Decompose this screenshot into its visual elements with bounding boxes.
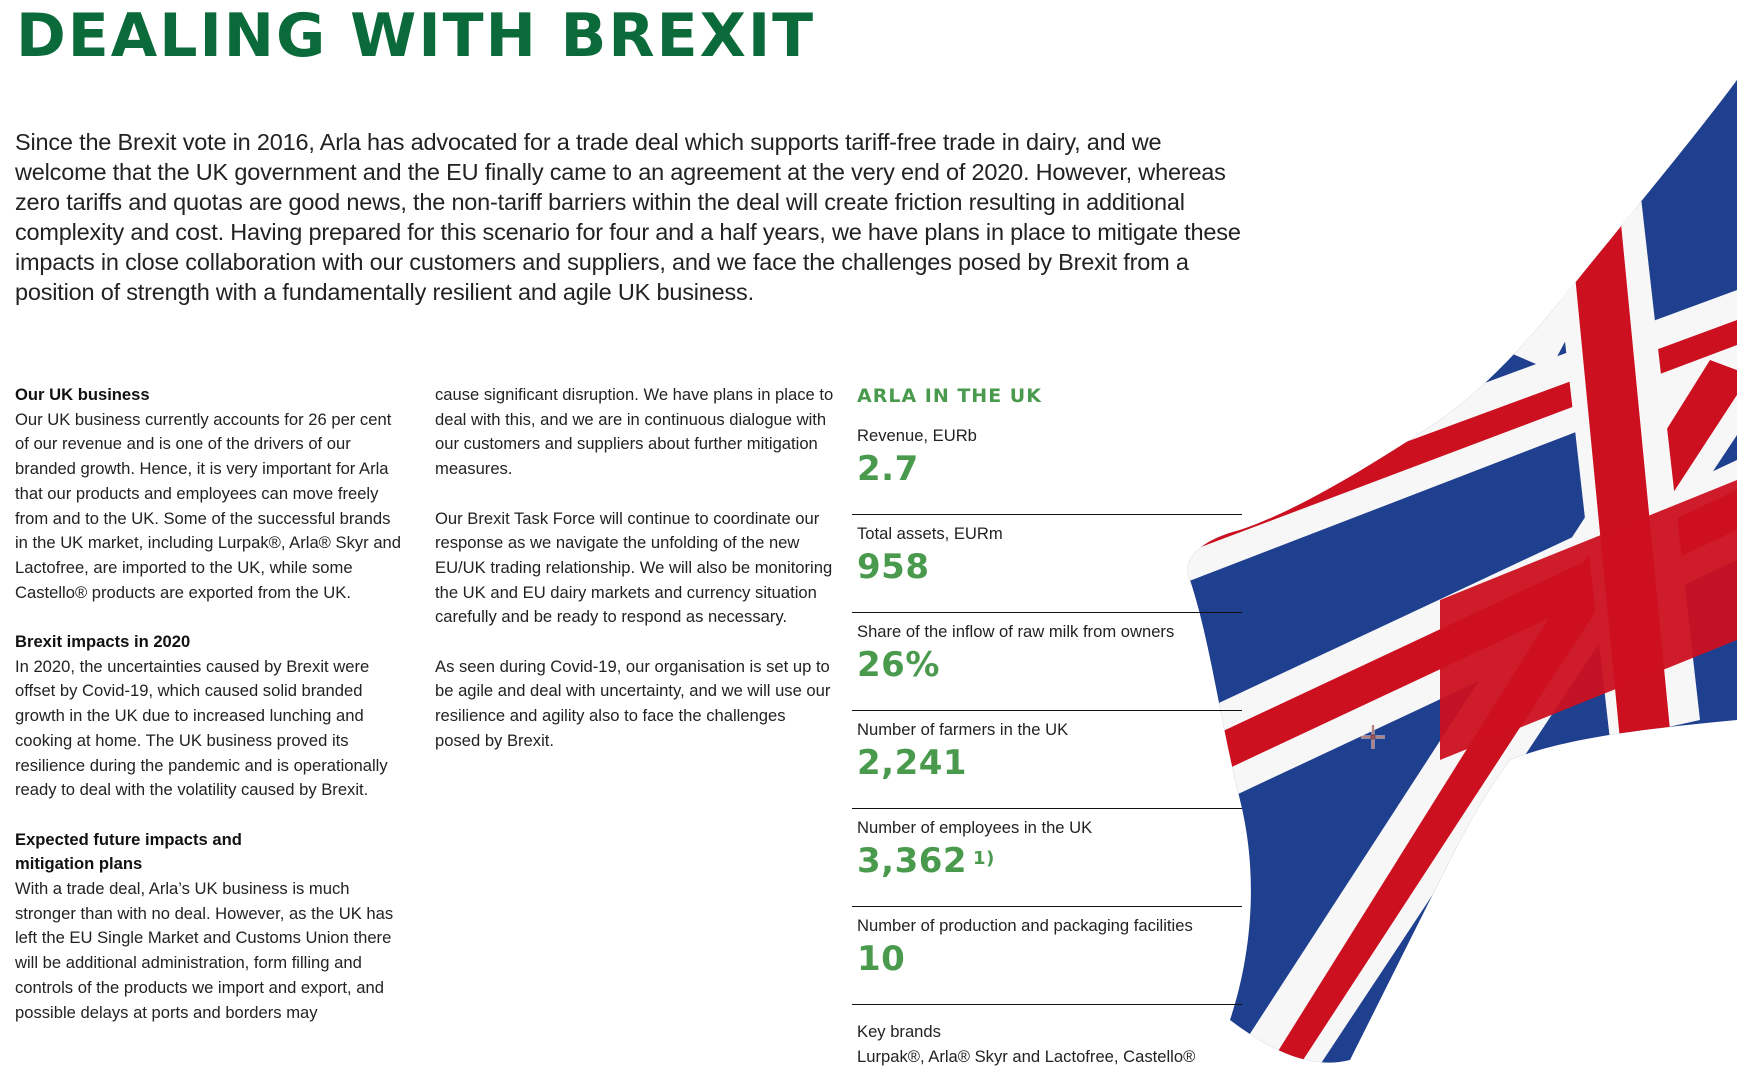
section-heading-uk-business: Our UK business xyxy=(15,385,150,404)
middle-paragraph: As seen during Covid-19, our organisation is set up to be agile and deal with uncertainty, and we will use our resilience and agility also to face the challenges posed by Brexit. xyxy=(435,656,831,750)
stat-value xyxy=(857,643,1242,687)
stat-value xyxy=(857,447,1242,491)
stat-label: Share of the inflow of raw milk from owners xyxy=(857,622,1175,641)
stats-panel xyxy=(852,383,1242,1069)
stat-number: 26% xyxy=(857,645,940,685)
intro-paragraph: Since the Brexit vote in 2016, Arla has advocated for a trade deal which supports tariff-free trade in dairy, and we welcome that the UK government and the EU finally came to an agreement at the very end of 2020. However, whereas zero tariffs and quotas are good news, the non-tariff barriers within the deal will create friction resulting in additional complexity and cost. Having prepared for this scenario for four and a half years, we have plans in place to mitigate these impacts in close collaboration with our customers and suppliers, and we face the challenges posed by Brexit from a position of strength with a fundamentally resilient and agile UK business. xyxy=(15,129,1241,305)
stat-value xyxy=(857,839,1242,883)
stat-employees xyxy=(852,809,1242,907)
stat-number: 2.7 xyxy=(857,449,919,489)
stat-label: Total assets, EURm xyxy=(857,524,1003,543)
key-brands xyxy=(852,1005,1242,1069)
section-body-future-impacts: With a trade deal, Arla’s UK business is much stronger than with no deal. However, as the UK has left the EU Single Market and Customs Union there will be additional administration, form filling and controls of the products we import and export, and possible delays at ports and borders may xyxy=(15,879,394,1022)
page-title: DEALING WITH BREXIT xyxy=(16,1,816,71)
stat-farmers xyxy=(852,711,1242,809)
middle-paragraph: Our Brexit Task Force will continue to coordinate our response as we navigate the unfolding of the new EU/UK trading relationship. We will also be monitoring the UK and EU dairy markets and currency situation carefully and be ready to respond as necessary. xyxy=(435,508,833,627)
stat-number: 958 xyxy=(857,547,930,587)
middle-column xyxy=(435,383,835,778)
stat-total-assets xyxy=(852,515,1242,613)
stats-heading: ARLA IN THE UK xyxy=(857,385,1042,407)
stat-value xyxy=(857,741,1242,785)
key-brands-label: Key brands xyxy=(857,1022,941,1041)
section-heading-future-impacts: Expected future impacts and mitigation plans xyxy=(15,829,242,874)
crosshair-cursor-icon xyxy=(1360,724,1386,750)
left-column xyxy=(15,383,405,1050)
section-body-uk-business: Our UK business currently accounts for 26 per cent of our revenue and is one of the drivers of our branded growth. Hence, it is very important for Arla that our products and employees can move freely from and to the UK. Some of the successful brands in the UK market, including Lurpak®, Arla® Skyr and Lactofree, are imported to the UK, while some Castello® products are exported from the UK. xyxy=(15,409,402,602)
stat-number: 2,241 xyxy=(857,743,968,783)
stat-number: 10 xyxy=(857,939,906,979)
footnote-marker: 1) xyxy=(973,848,995,869)
stat-label: Revenue, EURb xyxy=(857,426,977,445)
section-heading-brexit-impacts-2020: Brexit impacts in 2020 xyxy=(15,632,191,652)
stat-label: Number of production and packaging facilities xyxy=(857,916,1193,935)
stat-raw-milk-share xyxy=(852,613,1242,711)
stat-value xyxy=(857,545,1242,589)
stat-revenue xyxy=(852,417,1242,515)
middle-paragraph: cause significant disruption. We have plans in place to deal with this, and we are in continuous dialogue with our customers and suppliers about further mitigation measures. xyxy=(435,385,834,479)
stat-value xyxy=(857,937,1242,981)
stat-label: Number of farmers in the UK xyxy=(857,720,1069,739)
section-body-brexit-impacts-2020: In 2020, the uncertainties caused by Brexit were offset by Covid-19, which caused solid branded growth in the UK due to increased lunching and cooking at home. The UK business proved its resilience during the pandemic and is operationally ready to deal with the volatility caused by Brexit. xyxy=(15,656,388,800)
union-jack-flag-icon xyxy=(1180,40,1737,1080)
stat-facilities xyxy=(852,907,1242,1005)
stat-number: 3,362 xyxy=(857,841,968,881)
stat-label: Number of employees in the UK xyxy=(857,818,1093,837)
key-brands-value: Lurpak®, Arla® Skyr and Lactofree, Castello® xyxy=(857,1047,1196,1066)
